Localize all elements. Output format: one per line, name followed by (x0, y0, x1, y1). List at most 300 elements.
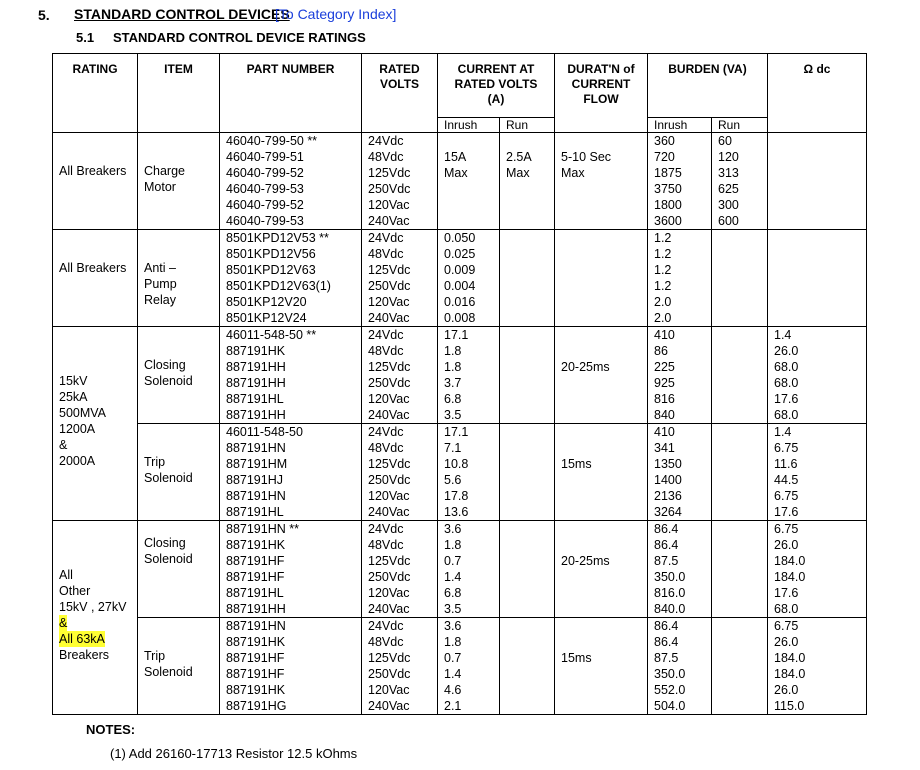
part-number-cell (220, 133, 362, 230)
rated-volts-line: 240Vac (368, 699, 410, 713)
part-number-line: 8501KPD12V63 (226, 263, 316, 277)
duration-cell (555, 133, 648, 230)
item-line: Trip (144, 455, 166, 469)
current-run-line (506, 666, 554, 682)
current-run-line (506, 650, 554, 666)
header-duration-line: DURAT'N of (567, 62, 635, 76)
current-inrush-line: 17.8 (444, 489, 469, 503)
current-run-line (506, 197, 554, 213)
rated-volts-line: 48Vdc (368, 538, 404, 552)
burden-inrush-line: 86.4 (654, 522, 679, 536)
current-inrush-line: 10.8 (444, 457, 469, 471)
current-inrush-line: 2.1 (444, 699, 462, 713)
rating-line: Other (59, 584, 91, 598)
table-row (53, 521, 867, 618)
duration-line (561, 666, 647, 682)
current-inrush-line: 0.7 (444, 554, 462, 568)
current-run-line (506, 424, 554, 440)
part-number-cell (220, 424, 362, 521)
item-line: Relay (144, 293, 176, 307)
burden-inrush-line: 410 (654, 328, 675, 342)
duration-line (561, 698, 647, 714)
burden-run-cell (712, 618, 768, 715)
current-inrush-line: 0.025 (444, 247, 476, 261)
rating-cell (53, 327, 138, 521)
current-inrush-line: 0.050 (444, 231, 476, 245)
duration-line (561, 181, 647, 197)
duration-line (561, 504, 647, 520)
part-number-line: 887191HK (226, 344, 286, 358)
burden-inrush-line: 1800 (654, 198, 682, 212)
ohm-dc-line (774, 197, 866, 213)
ohm-dc-line: 17.6 (774, 586, 799, 600)
header-rated-volts (362, 54, 438, 133)
part-number-line: 887191HN (226, 489, 286, 503)
part-number-line: 887191HG (226, 699, 287, 713)
current-inrush-line: Max (444, 166, 468, 180)
duration-line: 5-10 Sec (561, 150, 612, 164)
item-cell (138, 133, 220, 230)
table-row (53, 424, 867, 521)
ohm-dc-cell (768, 424, 867, 521)
burden-run-line (718, 698, 767, 714)
ohm-dc-line: 6.75 (774, 489, 799, 503)
rated-volts-line: 125Vdc (368, 554, 411, 568)
duration-line (561, 197, 647, 213)
duration-line (561, 375, 647, 391)
item-line: Solenoid (144, 374, 193, 388)
rating-line: Breakers (59, 648, 110, 662)
burden-inrush-line: 720 (654, 150, 675, 164)
burden-inrush-line: 87.5 (654, 651, 679, 665)
rated-volts-line: 125Vdc (368, 263, 411, 277)
burden-run-line (718, 488, 767, 504)
ohm-dc-line: 26.0 (774, 538, 799, 552)
item-line: Closing (144, 536, 186, 550)
duration-line (561, 133, 647, 149)
burden-inrush-line: 925 (654, 376, 675, 390)
current-inrush-line: 4.6 (444, 683, 462, 697)
rated-volts-cell (362, 133, 438, 230)
burden-inrush-line: 1350 (654, 457, 682, 471)
burden-run-line (718, 391, 767, 407)
ohm-dc-line: 26.0 (774, 683, 799, 697)
rated-volts-line: 24Vdc (368, 522, 404, 536)
burden-run-line (718, 262, 767, 278)
ohm-dc-line: 68.0 (774, 376, 799, 390)
duration-line (561, 569, 647, 585)
current-run-line (506, 294, 554, 310)
item-cell (138, 230, 220, 327)
current-inrush-line: 0.008 (444, 311, 476, 325)
rated-volts-line: 240Vac (368, 505, 410, 519)
ohm-dc-line: 17.6 (774, 505, 799, 519)
current-inrush-line: 3.5 (444, 408, 462, 422)
duration-cell (555, 618, 648, 715)
rating-line: 15kV , 27kV (59, 600, 127, 614)
header-burden: BURDEN (VA) (648, 54, 768, 118)
ohm-dc-line (774, 310, 866, 326)
item-cell (138, 521, 220, 618)
burden-run-line: 60 (718, 134, 732, 148)
item-line: Trip (144, 649, 166, 663)
burden-inrush-cell (648, 327, 712, 424)
duration-line (561, 407, 647, 423)
current-inrush-line: 3.6 (444, 619, 462, 633)
header-burden-run: Run (712, 118, 768, 133)
current-run-line (506, 407, 554, 423)
burden-run-line (718, 504, 767, 520)
part-number-line: 46040-799-51 (226, 150, 304, 164)
duration-line: Max (561, 166, 585, 180)
burden-run-cell (712, 424, 768, 521)
duration-line (561, 440, 647, 456)
burden-inrush-line: 504.0 (654, 699, 686, 713)
rating-cell (53, 133, 138, 230)
current-inrush-cell (438, 327, 500, 424)
burden-run-line (718, 359, 767, 375)
current-run-line (506, 133, 554, 149)
part-number-line: 887191HJ (226, 473, 283, 487)
rated-volts-cell (362, 327, 438, 424)
duration-line (561, 310, 647, 326)
ohm-dc-line: 68.0 (774, 360, 799, 374)
burden-inrush-line: 2136 (654, 489, 682, 503)
current-run-line (506, 456, 554, 472)
ohm-dc-line: 184.0 (774, 570, 806, 584)
ohm-dc-line: 26.0 (774, 344, 799, 358)
rated-volts-line: 240Vac (368, 602, 410, 616)
current-run-line (506, 359, 554, 375)
rated-volts-line: 120Vac (368, 683, 410, 697)
duration-line (561, 278, 647, 294)
ohm-dc-line (774, 213, 866, 229)
rating-cell (53, 521, 138, 715)
item-line: Pump (144, 277, 177, 291)
burden-inrush-cell (648, 424, 712, 521)
rated-volts-line: 240Vac (368, 311, 410, 325)
header-run: Run (500, 118, 555, 133)
burden-run-line (718, 407, 767, 423)
rated-volts-line: 24Vdc (368, 328, 404, 342)
ohm-dc-line (774, 262, 866, 278)
rating-line: 1200A (59, 422, 96, 436)
current-run-line (506, 278, 554, 294)
current-inrush-line: 0.016 (444, 295, 476, 309)
rated-volts-line: 250Vdc (368, 182, 411, 196)
current-run-line: 2.5A (506, 150, 532, 164)
header-duration (555, 54, 648, 133)
burden-run-line: 313 (718, 166, 739, 180)
burden-run-line (718, 230, 767, 246)
burden-inrush-cell (648, 133, 712, 230)
table-row (53, 618, 867, 715)
duration-line (561, 327, 647, 343)
current-run-line (506, 682, 554, 698)
burden-run-line (718, 278, 767, 294)
rated-volts-line: 250Vdc (368, 667, 411, 681)
burden-inrush-line: 350.0 (654, 570, 686, 584)
burden-run-line (718, 521, 767, 537)
duration-line (561, 424, 647, 440)
rated-volts-line: 120Vac (368, 586, 410, 600)
ohm-dc-line (774, 294, 866, 310)
current-inrush-cell (438, 424, 500, 521)
burden-inrush-line: 3750 (654, 182, 682, 196)
item-line: Anti – (144, 261, 176, 275)
rated-volts-line: 125Vdc (368, 651, 411, 665)
duration-line (561, 472, 647, 488)
current-run-line (506, 634, 554, 650)
current-inrush-line: 3.7 (444, 376, 462, 390)
burden-inrush-line: 86.4 (654, 538, 679, 552)
burden-inrush-line: 840.0 (654, 602, 686, 616)
burden-run-line (718, 294, 767, 310)
part-number-cell (220, 618, 362, 715)
current-inrush-line: 1.4 (444, 667, 462, 681)
section-number: 5. (38, 7, 50, 23)
rated-volts-line: 120Vac (368, 392, 410, 406)
rated-volts-line: 24Vdc (368, 425, 404, 439)
duration-line (561, 618, 647, 634)
burden-run-cell (712, 230, 768, 327)
rated-volts-line: 48Vdc (368, 441, 404, 455)
burden-run-line (718, 569, 767, 585)
current-inrush-line: 1.8 (444, 344, 462, 358)
burden-inrush-line: 840 (654, 408, 675, 422)
burden-inrush-line: 410 (654, 425, 675, 439)
header-part-number: PART NUMBER (220, 54, 362, 133)
ohm-dc-cell (768, 230, 867, 327)
burden-inrush-line: 341 (654, 441, 675, 455)
rated-volts-line: 120Vac (368, 295, 410, 309)
burden-inrush-line: 1.2 (654, 263, 672, 277)
part-number-line: 46011-548-50 ** (226, 328, 317, 342)
burden-inrush-line: 87.5 (654, 554, 679, 568)
rating-line: & (59, 438, 68, 452)
current-run-line (506, 504, 554, 520)
ohm-dc-line: 68.0 (774, 602, 799, 616)
current-run-line (506, 375, 554, 391)
part-number-line: 887191HH (226, 360, 286, 374)
rating-line: All Breakers (59, 261, 127, 275)
ohm-dc-line: 1.4 (774, 328, 792, 342)
ohm-dc-line (774, 230, 866, 246)
current-run-cell (500, 327, 555, 424)
burden-inrush-line: 1.2 (654, 247, 672, 261)
burden-run-line (718, 650, 767, 666)
part-number-line: 8501KPD12V63(1) (226, 279, 331, 293)
header-current-line: CURRENT AT (457, 62, 535, 76)
burden-run-line (718, 585, 767, 601)
ohm-dc-line: 44.5 (774, 473, 799, 487)
current-inrush-line (444, 213, 499, 229)
part-number-line: 887191HL (226, 586, 284, 600)
current-inrush-line: 13.6 (444, 505, 469, 519)
ohm-dc-line: 17.6 (774, 392, 799, 406)
current-run-cell (500, 521, 555, 618)
category-index-link[interactable]: [To Category Index] (275, 6, 397, 22)
rated-volts-cell (362, 521, 438, 618)
header-ohm-dc: Ω dc (768, 54, 867, 133)
rating-line: 2000A (59, 454, 96, 468)
current-inrush-line: 15A (444, 150, 467, 164)
rated-volts-line: 250Vdc (368, 570, 411, 584)
duration-line (561, 343, 647, 359)
current-inrush-cell (438, 521, 500, 618)
current-inrush-line: 1.4 (444, 570, 462, 584)
item-line: Closing (144, 358, 186, 372)
rated-volts-cell (362, 230, 438, 327)
ohm-dc-line: 6.75 (774, 441, 799, 455)
duration-cell (555, 521, 648, 618)
rated-volts-cell (362, 618, 438, 715)
note-item: (1) Add 26160-17713 Resistor 12.5 kOhms (110, 746, 358, 761)
ratings-table (52, 53, 867, 715)
rating-line: All (59, 568, 73, 582)
rated-volts-line: 120Vac (368, 489, 410, 503)
ohm-dc-cell (768, 521, 867, 618)
rated-volts-line: 240Vac (368, 408, 410, 422)
burden-inrush-line: 2.0 (654, 311, 672, 325)
current-run-line (506, 521, 554, 537)
duration-line (561, 262, 647, 278)
rated-volts-line: 48Vdc (368, 247, 404, 261)
current-inrush-cell (438, 230, 500, 327)
current-inrush-line: 1.8 (444, 635, 462, 649)
duration-line: 15ms (561, 651, 592, 665)
header-burden-inrush: Inrush (648, 118, 712, 133)
duration-cell (555, 327, 648, 424)
current-run-line (506, 488, 554, 504)
duration-line (561, 585, 647, 601)
rating-line: & (59, 616, 68, 630)
subsection-number: 5.1 (76, 30, 95, 45)
burden-run-line: 120 (718, 150, 739, 164)
current-run-line (506, 440, 554, 456)
part-number-line: 46040-799-53 (226, 182, 304, 196)
burden-inrush-line: 3264 (654, 505, 682, 519)
header-rated-volts-line: VOLTS (379, 77, 420, 91)
burden-run-line (718, 472, 767, 488)
part-number-cell (220, 521, 362, 618)
rated-volts-line: 250Vdc (368, 473, 411, 487)
rated-volts-line: 48Vdc (368, 150, 404, 164)
current-run-line (506, 327, 554, 343)
burden-run-cell (712, 327, 768, 424)
part-number-line: 46040-799-52 (226, 198, 304, 212)
rated-volts-cell (362, 424, 438, 521)
part-number-line: 887191HK (226, 635, 286, 649)
ohm-dc-line: 6.75 (774, 619, 799, 633)
ohm-dc-line (774, 278, 866, 294)
current-inrush-line: 3.5 (444, 602, 462, 616)
rating-line: 25kA (59, 390, 88, 404)
burden-inrush-line: 86 (654, 344, 668, 358)
duration-line (561, 246, 647, 262)
burden-run-line (718, 440, 767, 456)
burden-inrush-line: 1400 (654, 473, 682, 487)
burden-run-line (718, 666, 767, 682)
ohm-dc-cell (768, 327, 867, 424)
rated-volts-line: 24Vdc (368, 134, 404, 148)
burden-run-line (718, 634, 767, 650)
burden-inrush-line: 1.2 (654, 279, 672, 293)
duration-line (561, 601, 647, 617)
ohm-dc-line (774, 246, 866, 262)
part-number-line: 887191HF (226, 667, 285, 681)
current-run-line (506, 698, 554, 714)
part-number-line: 887191HL (226, 505, 284, 519)
part-number-line: 8501KPD12V56 (226, 247, 316, 261)
current-run-line (506, 230, 554, 246)
ohm-dc-line: 184.0 (774, 667, 806, 681)
section-title: STANDARD CONTROL DEVICES (74, 6, 290, 22)
part-number-line: 887191HK (226, 683, 286, 697)
ohm-dc-line: 1.4 (774, 425, 792, 439)
burden-run-line (718, 375, 767, 391)
part-number-line: 887191HK (226, 538, 286, 552)
current-run-line (506, 569, 554, 585)
current-inrush-line: 6.8 (444, 392, 462, 406)
rating-line: All Breakers (59, 164, 127, 178)
ohm-dc-line (774, 181, 866, 197)
rated-volts-line: 24Vdc (368, 619, 404, 633)
current-inrush-line (444, 181, 499, 197)
item-cell (138, 618, 220, 715)
ohm-dc-line: 184.0 (774, 651, 806, 665)
current-inrush-cell (438, 618, 500, 715)
burden-run-line (718, 553, 767, 569)
burden-inrush-line: 2.0 (654, 295, 672, 309)
table-row (53, 133, 867, 230)
current-inrush-line: 0.004 (444, 279, 476, 293)
duration-cell (555, 230, 648, 327)
duration-line (561, 488, 647, 504)
header-duration-line: CURRENT (571, 77, 631, 91)
burden-inrush-line: 552.0 (654, 683, 686, 697)
item-line: Solenoid (144, 471, 193, 485)
current-inrush-line: 0.7 (444, 651, 462, 665)
item-line: Solenoid (144, 665, 193, 679)
duration-line (561, 294, 647, 310)
item-line: Solenoid (144, 552, 193, 566)
ohm-dc-cell (768, 133, 867, 230)
current-inrush-line: 1.8 (444, 360, 462, 374)
header-rated-volts-line: RATED (379, 62, 420, 76)
duration-line (561, 213, 647, 229)
burden-run-line (718, 343, 767, 359)
burden-inrush-line: 1.2 (654, 231, 672, 245)
duration-line: 15ms (561, 457, 592, 471)
item-line: Motor (144, 180, 176, 194)
ohm-dc-line: 11.6 (774, 457, 798, 471)
current-inrush-line: 1.8 (444, 538, 462, 552)
header-current (438, 54, 555, 118)
burden-run-line (718, 246, 767, 262)
ohm-dc-line: 26.0 (774, 635, 799, 649)
rated-volts-line: 24Vdc (368, 231, 404, 245)
rating-line: 500MVA (59, 406, 107, 420)
header-duration-line: FLOW (583, 92, 619, 106)
item-cell (138, 424, 220, 521)
current-inrush-line (444, 133, 499, 149)
part-number-line: 887191HH (226, 376, 286, 390)
current-run-cell (500, 230, 555, 327)
current-run-cell (500, 618, 555, 715)
burden-run-cell (712, 133, 768, 230)
burden-run-line: 300 (718, 198, 739, 212)
